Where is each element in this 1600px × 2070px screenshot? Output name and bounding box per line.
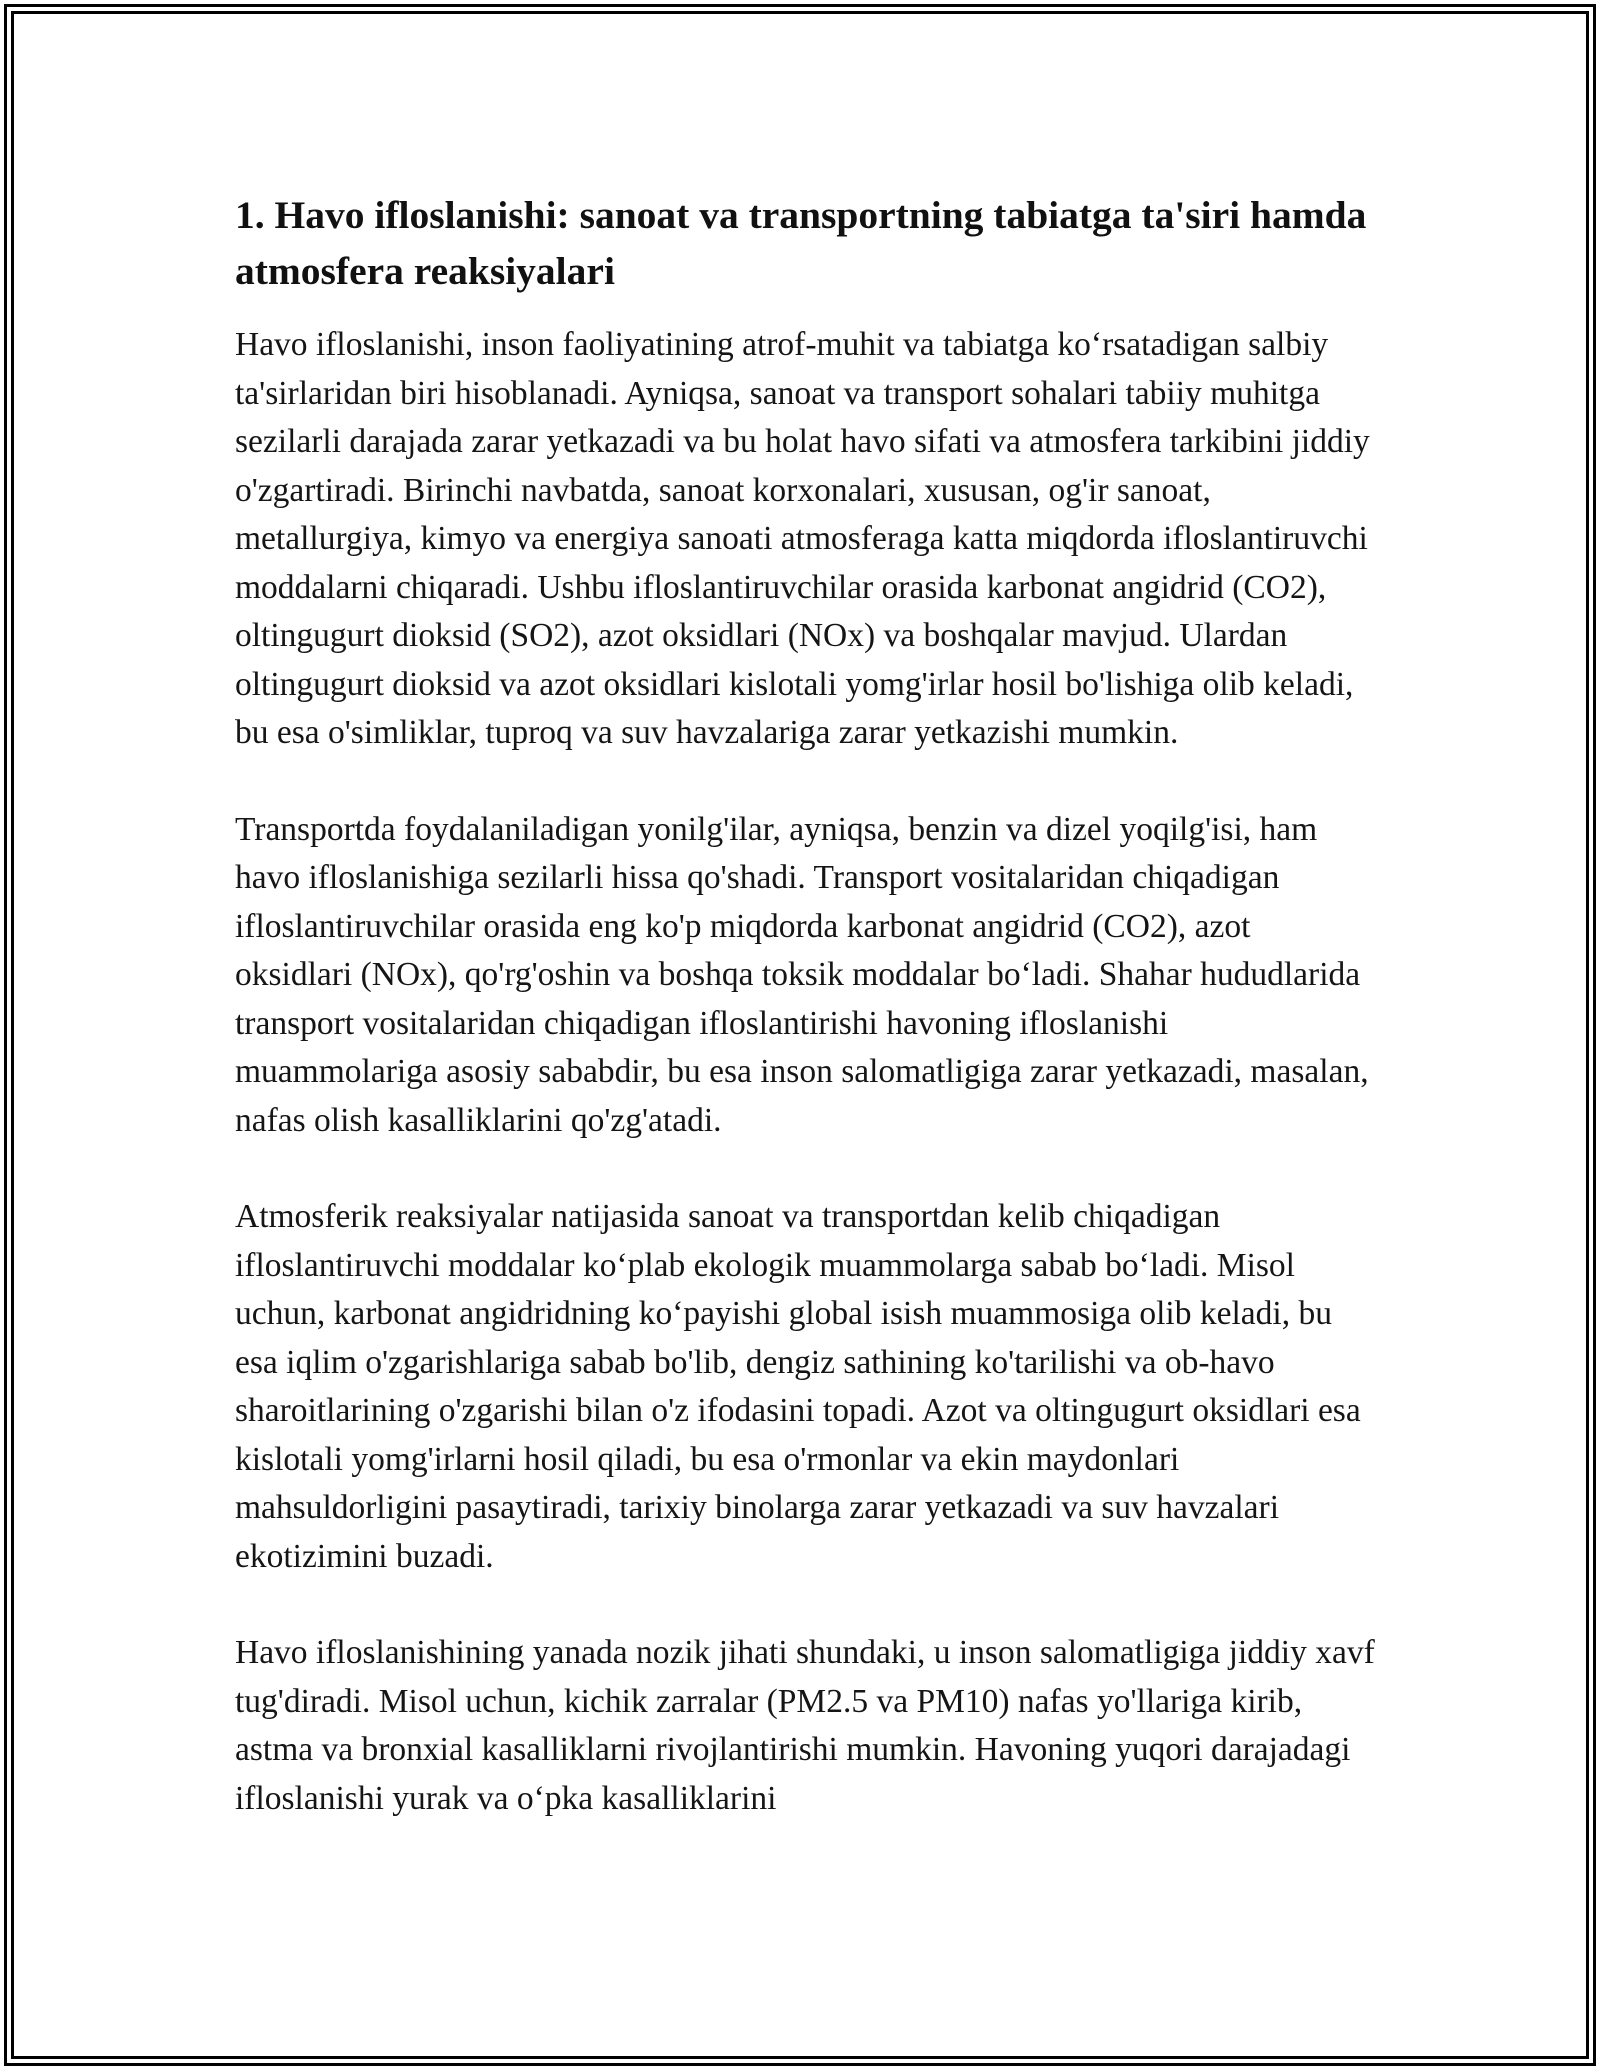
paragraph-1: Havo ifloslanishi, inson faoliyatining atrof-muhit va tabiatga koʻrsatadigan salbiy ta'sirlaridan biri hisoblanadi. Ayniqsa, sanoat va transport sohalari tabiiy muhitga sezilarli darajada zarar yetkazadi va bu holat havo sifati va atmosfera tarkibini jiddiy o'zgartiradi. Birinchi navbatda, sanoat korxonalari, xususan, og'ir sanoat, metallurgiya, kimyo va energiya sanoati atmosferaga katta miqdorda ifloslantiruvchi moddalarni chiqaradi. Ushbu ifloslantiruvchilar orasida karbonat angidrid (CO2), oltingugurt dioksid (SO2), azot oksidlari (NOx) va boshqalar mavjud. Ulardan oltingugurt dioksid va azot oksidlari kislotali yomg'irlar hosil bo'lishiga olib keladi, bu esa o'simliklar, tuproq va suv havzalariga zarar yetkazishi mumkin.: [235, 326, 1370, 751]
section-heading: 1. Havo ifloslanishi: sanoat va transportning tabiatga ta'siri hamda atmosfera reaksiyalari: [235, 193, 1367, 293]
document-body: [235, 187, 1375, 1823]
paragraph-3: Atmosferik reaksiyalar natijasida sanoat va transportdan kelib chiqadigan ifloslantiruvchi moddalar koʻplab ekologik muammolarga sabab boʻladi. Misol uchun, karbonat angidridning koʻpayishi global isish muammosiga olib keladi, bu esa iqlim o'zgarishlariga sabab bo'lib, dengiz sathining ko'tarilishi va ob-havo sharoitlarining o'zgarishi bilan o'z ifodasini topadi. Azot va oltingugurt oksidlari esa kislotali yomg'irlarni hosil qiladi, bu esa o'rmonlar va ekin maydonlari mahsuldorligini pasaytiradi, tarixiy binolarga zarar yetkazadi va suv havzalari ekotizimini buzadi.: [235, 1198, 1361, 1575]
paragraph-2: Transportda foydalaniladigan yonilg'ilar, ayniqsa, benzin va dizel yoqilg'isi, ham havo ifloslanishiga sezilarli hissa qo'shadi. Transport vositalaridan chiqadigan ifloslantiruvchilar orasida eng ko'p miqdorda karbonat angidrid (CO2), azot oksidlari (NOx), qo'rg'oshin va boshqa toksik moddalar boʻladi. Shahar hududlarida transport vositalaridan chiqadigan ifloslantirishi havoning ifloslanishi muammolariga asosiy sababdir, bu esa inson salomatligiga zarar yetkazadi, masalan, nafas olish kasalliklarini qo'zg'atadi.: [235, 810, 1369, 1139]
paragraph-4: Havo ifloslanishining yanada nozik jihati shundaki, u inson salomatligiga jiddiy xavf tug'diradi. Misol uchun, kichik zarralar (PM2.5 va PM10) nafas yo'llariga kirib, astma va bronxial kasalliklarni rivojlantirishi mumkin. Havoning yuqori darajadagi ifloslanishi yurak va oʻpka kasalliklarini: [235, 1634, 1375, 1817]
